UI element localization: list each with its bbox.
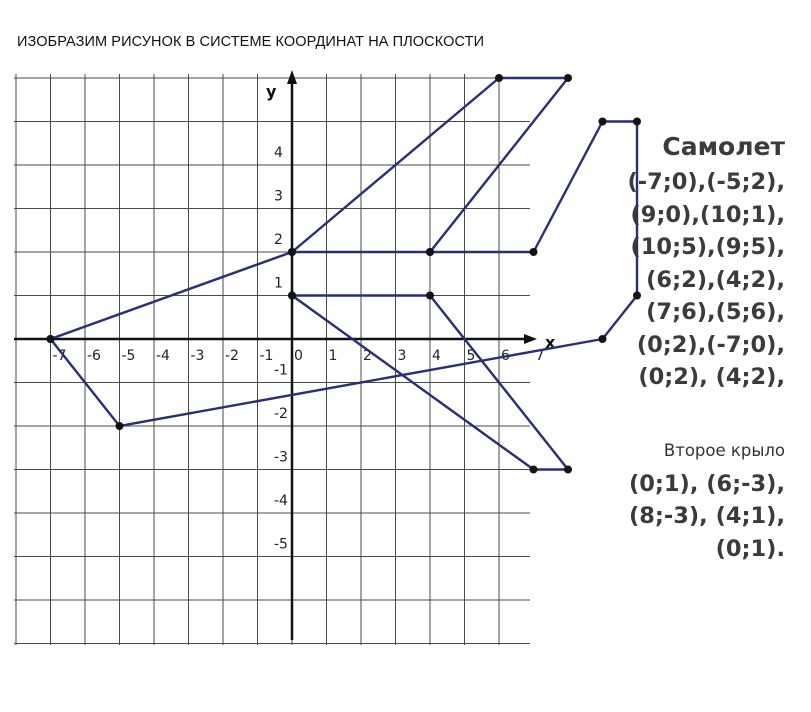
x-tick-label: -1 (259, 348, 274, 364)
vertex-point (495, 74, 503, 82)
second-wing-heading: Второе крыло (663, 440, 785, 460)
coordinate-line: (10;5),(9;5), (630, 234, 785, 260)
vertex-point (530, 248, 538, 256)
x-tick-label: 4 (432, 348, 441, 364)
x-tick-label: -5 (121, 348, 136, 364)
x-axis-arrow (524, 334, 537, 344)
airplane-drawing (51, 78, 638, 470)
x-axis-label: x (545, 333, 556, 352)
wing-coordinate-line: (0;1), (6;-3), (628, 470, 785, 497)
vertex-point (116, 422, 124, 430)
coordinate-line: (0;2),(-7;0), (636, 331, 785, 358)
y-tick-label: -2 (274, 406, 288, 422)
vertex-point (633, 118, 641, 126)
vertex-point (599, 118, 607, 126)
y-tick-label: 3 (274, 188, 283, 205)
y-tick-label: 2 (274, 232, 283, 248)
vertex-point (426, 248, 434, 256)
x-tick-label: 2 (363, 348, 372, 364)
y-tick-label: 1 (274, 275, 283, 292)
x-tick-label: -4 (156, 348, 170, 364)
coordinate-line: (6;2),(4;2), (646, 266, 785, 293)
airplane-heading: Самолет (662, 132, 785, 161)
vertex-point (530, 466, 538, 474)
vertex-point (47, 335, 55, 343)
coordinate-line: (9;0),(10;1), (630, 201, 785, 228)
x-tick-label: -3 (190, 348, 205, 364)
x-tick-label: 5 (466, 348, 476, 364)
vertex-point (564, 74, 572, 82)
coordinate-line: (0;2), (4;2), (638, 364, 785, 390)
x-tick-label: -7 (52, 348, 67, 364)
vertex-point (564, 466, 572, 474)
coordinate-line: (7;6),(5;6), (646, 299, 785, 325)
y-tick-label: 4 (274, 145, 283, 161)
airplane-coordinates-panel (627, 130, 785, 565)
coordinate-line: (-7;0),(-5;2), (627, 169, 785, 195)
x-tick-label: -6 (87, 348, 101, 364)
vertex-point (599, 335, 607, 343)
wing-coordinate-line: (0;1). (715, 535, 785, 562)
y-axis-label: y (266, 82, 277, 101)
vertex-point (426, 292, 434, 300)
vertex-point (288, 292, 296, 300)
wing-coordinate-line: (8;-3), (4;1), (628, 503, 785, 529)
page-title: ИЗОБРАЗИМ РИСУНОК В СИСТЕМЕ КООРДИНАТ НА ПЛОСКОСТИ (17, 34, 485, 50)
x-tick-label: 6 (501, 348, 510, 364)
y-tick-label: -1 (274, 362, 288, 379)
x-tick-label: 1 (328, 348, 338, 364)
y-tick-label: -5 (274, 536, 288, 553)
x-tick-label: 3 (397, 348, 407, 364)
y-axis-arrow (287, 70, 297, 84)
x-tick-label: 0 (294, 348, 303, 364)
y-tick-label: -3 (274, 449, 288, 466)
x-tick-label: 7 (535, 348, 545, 364)
vertex-points (47, 74, 642, 474)
tick-labels (53, 145, 545, 553)
y-tick-label: -4 (274, 493, 288, 509)
x-tick-label: -2 (225, 348, 239, 364)
vertex-point (288, 248, 296, 256)
